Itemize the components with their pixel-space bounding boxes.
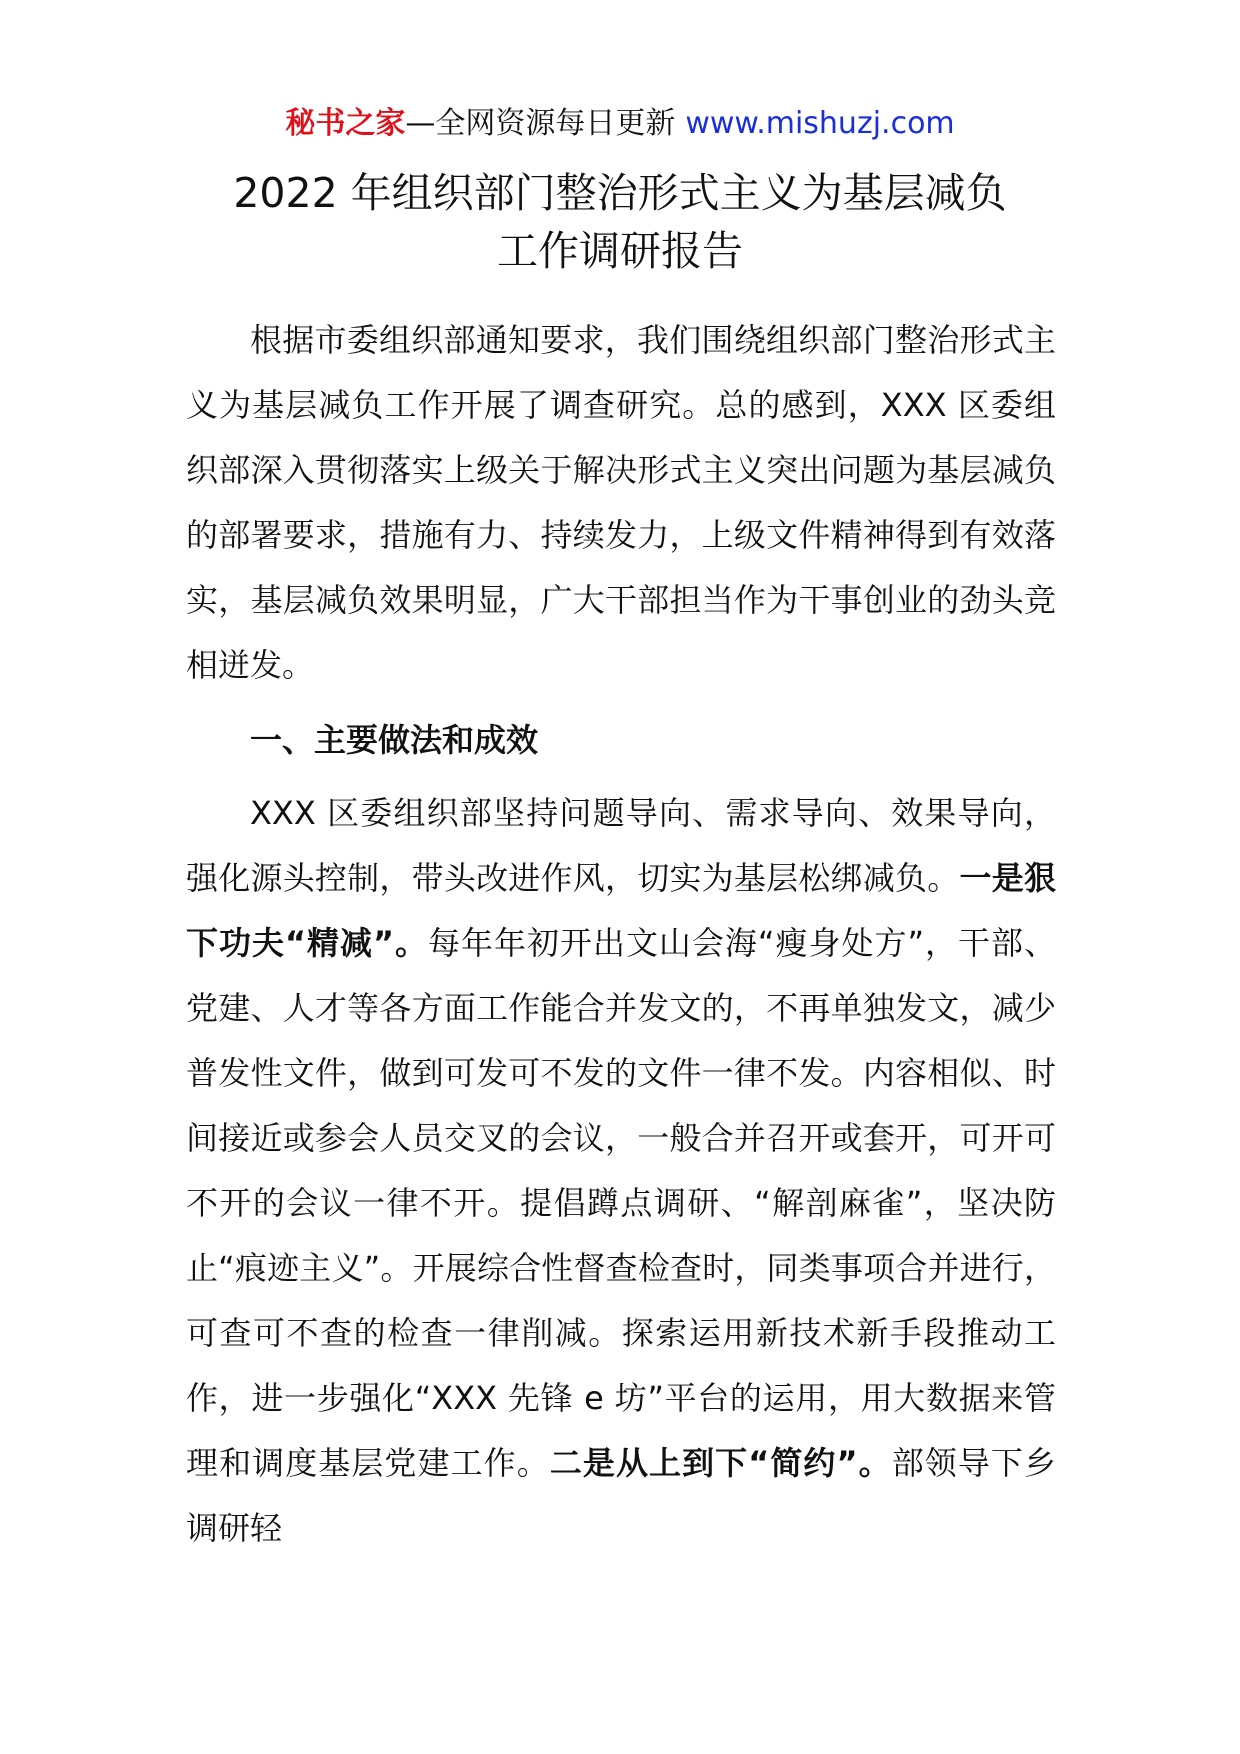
title-line-2: 工作调研报告 xyxy=(497,227,743,275)
paragraph-text: 每年年初开出文山会海“瘦身处方”，干部、党建、人才等各方面工作能合并发文的，不再单独发文，减少普发性文件，做到可发可不发的文件一律不发。内容相似、时间接近或参会人员交叉的会议，一般合并召开或套开，可开可不开的会议一律不开。提倡蹲点调研、“解剖麻雀”，坚决防止“痕迹主义”。开展综合性督查检查时，同类事项合并进行，可查可不查的检查一律削减。探索运用新技术新手段推动工作，进一步强化“XXX 先锋 e 坊”平台的运用，用大数据来管理和调度基层党建工作。 xyxy=(186,924,1056,1482)
site-header xyxy=(0,100,1240,148)
document-body xyxy=(186,308,1056,1561)
body-paragraph xyxy=(186,781,1056,1561)
section-heading: 一、主要做法和成效 xyxy=(250,721,539,759)
paragraph-text: XXX 区委组织部坚持问题导向、需求导向、效果导向，强化源头控制，带头改进作风，切实为基层松绑减负。 xyxy=(186,794,1056,897)
title-line-1: 2022 年组织部门整治形式主义为基层减负 xyxy=(233,169,1007,217)
site-url-link[interactable]: www.mishuzj.com xyxy=(685,106,955,141)
bold-point-2: 二是从上到下“简约”。 xyxy=(549,1444,892,1482)
intro-paragraph: 根据市委组织部通知要求，我们围绕组织部门整治形式主义为基层减负工作开展了调查研究。总的感到，XXX 区委组织部深入贯彻落实上级关于解决形式主义突出问题为基层减负的部署要求，措施有力、持续发力，上级文件精神得到有效落实，基层减负效果明显，广大干部担当作为干事创业的劲头竞相迸发。 xyxy=(186,321,1056,684)
document-title xyxy=(120,164,1120,280)
paragraph-text: 部领导下乡调研轻 xyxy=(186,1444,1056,1547)
brand-name: 秘书之家 xyxy=(285,106,406,141)
bold-point-1: 一是狠下功夫“精减”。 xyxy=(186,859,1056,962)
header-tagline: —全网资源每日更新 xyxy=(405,106,676,141)
